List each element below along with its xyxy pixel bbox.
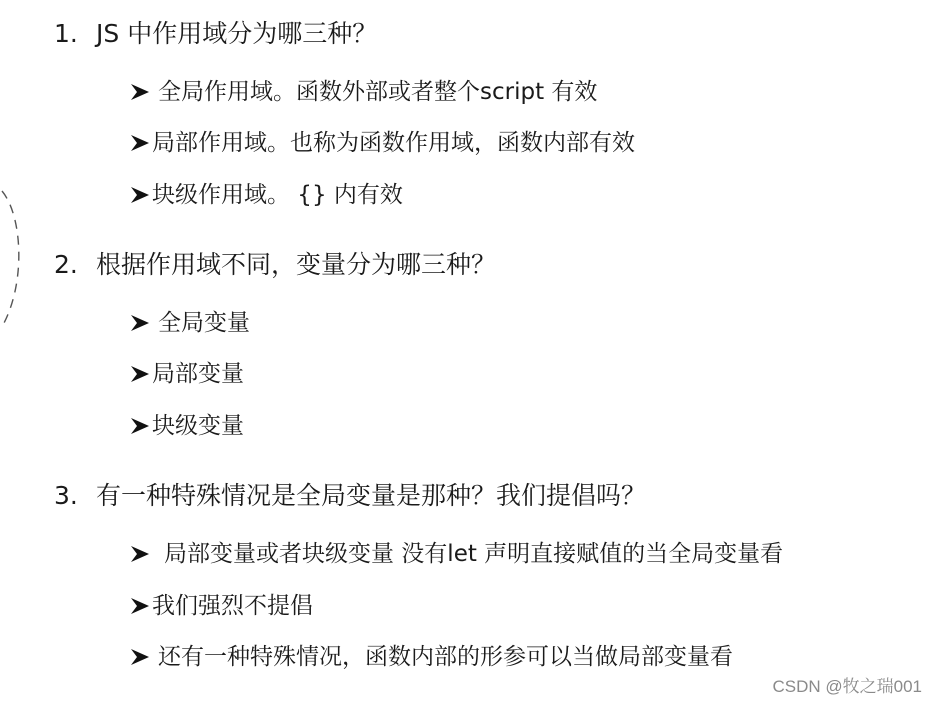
q2-answer-3-text: 块级变量 [152,413,244,439]
arrowhead-bullet-icon [130,417,150,435]
decorative-dashed-arc [0,185,30,330]
arrowhead-bullet-icon [130,186,150,204]
question-3-number: 3. [54,481,78,510]
q1-answer-1-text: 全局作用域。函数外部或者整个script 有效 [158,79,598,105]
q3-answer-1-text: 局部变量或者块级变量 没有let 声明直接赋值的当全局变量看 [164,541,784,567]
q3-answer-2-text: 我们强烈不提倡 [152,593,313,619]
q1-answer-1 [130,78,597,106]
question-2-number: 2. [54,250,78,279]
q3-answer-3-text: 还有一种特殊情况，函数内部的形参可以当做局部变量看 [158,644,733,670]
arrowhead-bullet-icon [130,314,150,332]
arrowhead-bullet-icon [130,83,150,101]
question-3 [54,481,646,511]
arrowhead-bullet-icon [130,365,150,383]
q3-answer-1 [130,540,783,568]
csdn-watermark: CSDN @牧之瑞001 [772,677,922,696]
q1-answer-3-text: 块级作用域。 {} 内有效 [152,182,403,208]
question-1-text: JS 中作用域分为哪三种？ [96,19,378,48]
q2-answer-1 [130,309,250,337]
q2-answer-3 [130,412,244,440]
q1-answer-2 [130,129,635,157]
question-2-text: 根据作用域不同，变量分为哪三种？ [96,250,497,279]
question-3-text: 有一种特殊情况是全局变量是那种？我们提倡吗？ [96,481,647,510]
arrowhead-bullet-icon [130,134,150,152]
q3-answer-3 [130,643,733,671]
q3-answer-2 [130,592,313,620]
arrowhead-bullet-icon [130,648,150,666]
q1-answer-3 [130,181,403,209]
question-2 [54,250,496,280]
arrowhead-bullet-icon [130,597,150,615]
q2-answer-2 [130,360,244,388]
question-1-number: 1. [54,19,78,48]
q1-answer-2-text: 局部作用域。也称为函数作用域，函数内部有效 [152,130,635,156]
q2-answer-1-text: 全局变量 [158,310,250,336]
arrowhead-bullet-icon [130,545,150,563]
question-1 [54,19,377,49]
q2-answer-2-text: 局部变量 [152,361,244,387]
